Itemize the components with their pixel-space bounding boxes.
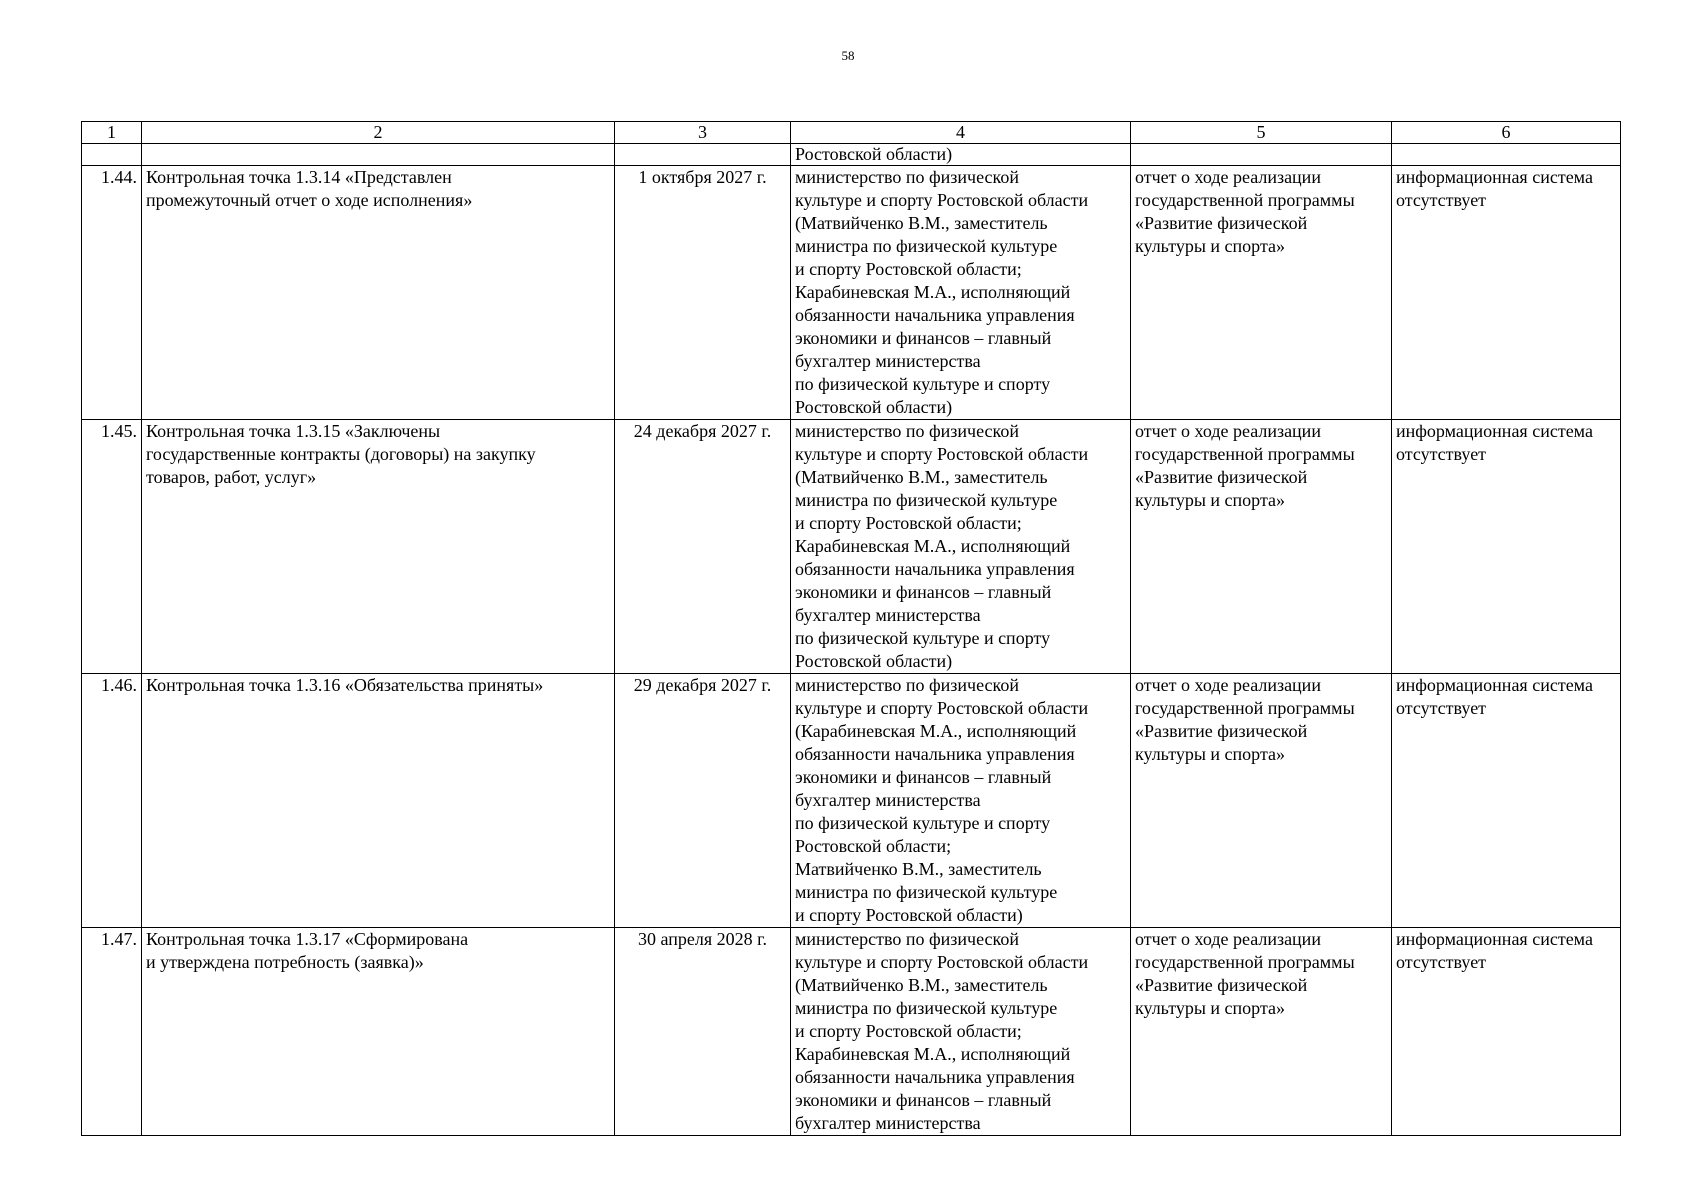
table-cell (615, 144, 791, 166)
responsible-executor: министерство по физической культуре и спорту Ростовской области (Матвийченко В.М., заместитель министра по физической культуре и спорту Ростовской области; Карабиневская М.А., исполняющий обязанности начальника управления экономики и финансов – главный бухгалтер министерства (791, 928, 1131, 1136)
control-point-name: Контрольная точка 1.3.17 «Сформирована и утверждена потребность (заявка)» (142, 928, 615, 1136)
header-cell: 4 (791, 122, 1131, 144)
information-system: информационная система отсутствует (1392, 166, 1621, 420)
row-number: 1.47. (82, 928, 142, 1136)
confirming-document: отчет о ходе реализации государственной программы «Развитие физической культуры и спорта» (1131, 928, 1392, 1136)
table-cell (1131, 144, 1392, 166)
table-header-row (82, 122, 1621, 144)
table-row (82, 674, 1621, 928)
header-cell: 5 (1131, 122, 1392, 144)
header-cell: 6 (1392, 122, 1621, 144)
deadline-date: 24 декабря 2027 г. (615, 420, 791, 674)
deadline-date: 30 апреля 2028 г. (615, 928, 791, 1136)
confirming-document: отчет о ходе реализации государственной программы «Развитие физической культуры и спорта» (1131, 674, 1392, 928)
table-row (82, 928, 1621, 1136)
information-system: информационная система отсутствует (1392, 674, 1621, 928)
deadline-date: 29 декабря 2027 г. (615, 674, 791, 928)
table-cell (142, 144, 615, 166)
row-number: 1.44. (82, 166, 142, 420)
table-cell (1392, 144, 1621, 166)
control-points-table (81, 121, 1621, 1136)
table-cell-responsible: Ростовской области) (791, 144, 1131, 166)
control-point-name: Контрольная точка 1.3.16 «Обязательства приняты» (142, 674, 615, 928)
table-row (82, 420, 1621, 674)
control-point-name: Контрольная точка 1.3.15 «Заключены государственные контракты (договоры) на закупку товаров, работ, услуг» (142, 420, 615, 674)
information-system: информационная система отсутствует (1392, 420, 1621, 674)
row-number: 1.46. (82, 674, 142, 928)
confirming-document: отчет о ходе реализации государственной программы «Развитие физической культуры и спорта» (1131, 166, 1392, 420)
page-number: 58 (841, 48, 855, 63)
confirming-document: отчет о ходе реализации государственной программы «Развитие физической культуры и спорта» (1131, 420, 1392, 674)
table-cell (82, 144, 142, 166)
continuation-row (82, 144, 1621, 166)
responsible-executor: министерство по физической культуре и спорту Ростовской области (Матвийченко В.М., заместитель министра по физической культуре и спорту Ростовской области; Карабиневская М.А., исполняющий обязанности начальника управления экономики и финансов – главный бухгалтер министерства по физической культуре и спорту Ростовской области) (791, 166, 1131, 420)
control-point-name: Контрольная точка 1.3.14 «Представлен промежуточный отчет о ходе исполнения» (142, 166, 615, 420)
header-cell: 3 (615, 122, 791, 144)
information-system: информационная система отсутствует (1392, 928, 1621, 1136)
table-row (82, 166, 1621, 420)
row-number: 1.45. (82, 420, 142, 674)
deadline-date: 1 октября 2027 г. (615, 166, 791, 420)
responsible-executor: министерство по физической культуре и спорту Ростовской области (Карабиневская М.А., исполняющий обязанности начальника управления экономики и финансов – главный бухгалтер министерства по физической культуре и спорту Ростовской области; Матвийченко В.М., заместитель министра по физической культуре и спорту Ростовской области) (791, 674, 1131, 928)
header-cell: 2 (142, 122, 615, 144)
header-cell: 1 (82, 122, 142, 144)
responsible-executor: министерство по физической культуре и спорту Ростовской области (Матвийченко В.М., заместитель министра по физической культуре и спорту Ростовской области; Карабиневская М.А., исполняющий обязанности начальника управления экономики и финансов – главный бухгалтер министерства по физической культуре и спорту Ростовской области) (791, 420, 1131, 674)
